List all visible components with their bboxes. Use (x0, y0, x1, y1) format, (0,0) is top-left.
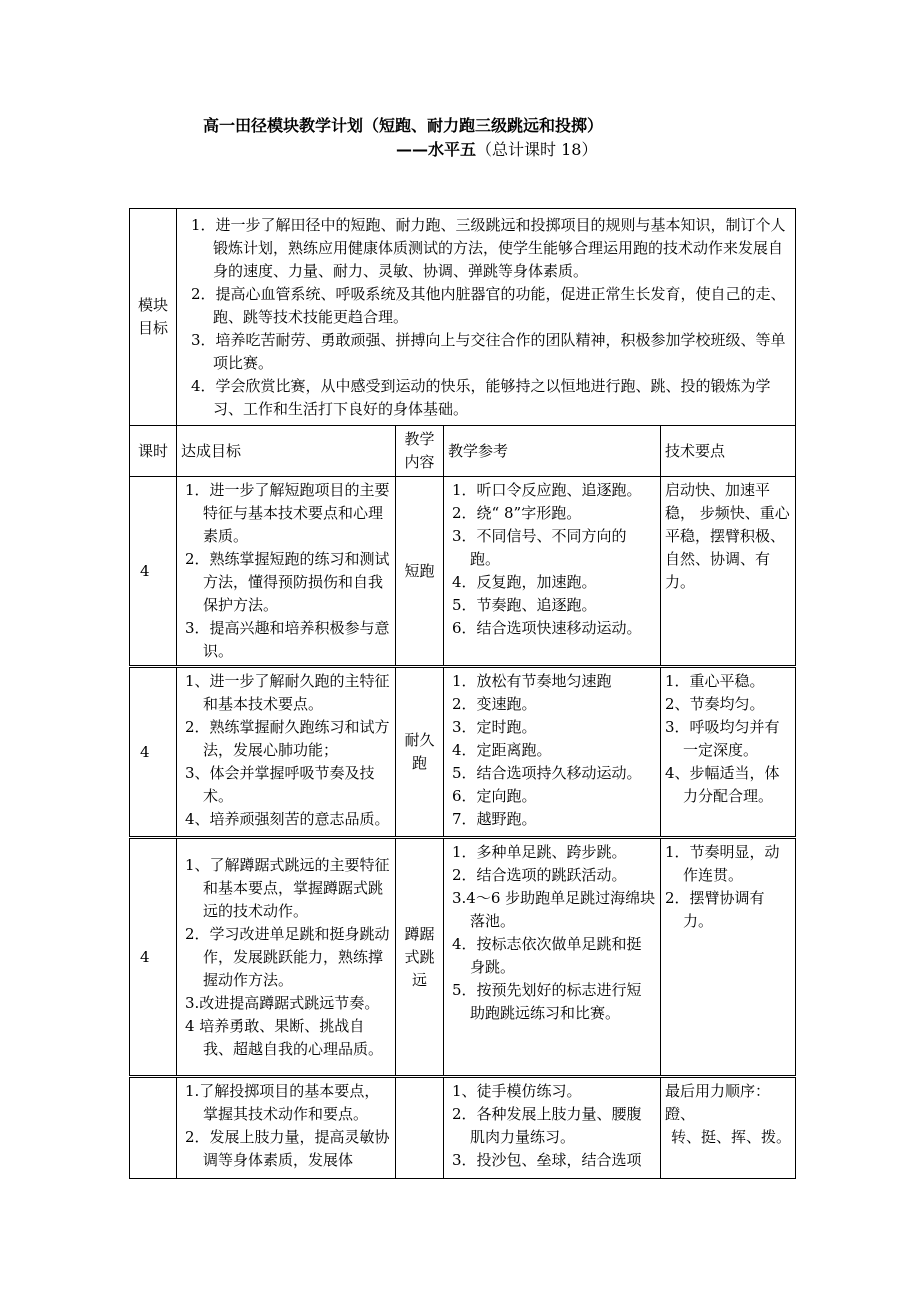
tech-item: 最后用力顺序：蹬、 (665, 1082, 771, 1123)
row-hours: 4 (130, 477, 177, 667)
reference-item: 3．不同信号、不同方向的跑。 (452, 527, 627, 568)
reference-item: 3.4～6 步助跑单足跳过海绵块落池。 (452, 889, 656, 930)
goal-item: 4、培养顽强刻苦的意志品质。 (185, 810, 390, 828)
goal-item: 3.改进提高蹲踞式跳远节奏。 (185, 993, 380, 1012)
objectives-label-line1: 模块 (137, 296, 168, 314)
goal-item: 3、体会并掌握呼吸节奏及技术。 (185, 764, 375, 805)
row-tech (661, 477, 796, 667)
row-goals (177, 1077, 396, 1179)
tech-item: 转、挺、挥、拨。 (670, 1128, 791, 1146)
row-goals (177, 477, 396, 667)
tech-item: 2．摆臂协调有力。 (665, 889, 765, 930)
goal-item: 3．提高兴趣和培养积极参与意识。 (185, 619, 390, 660)
goal-item: 2．学习改进单足跳和挺身跳动作，发展跳跃能力，熟练撑握动作方法。 (185, 924, 390, 989)
reference-item: 4．反复跑，加速跑。 (452, 573, 597, 591)
table-row (130, 1077, 796, 1179)
reference-item: 2．绕“ 8”字形跑。 (452, 504, 582, 522)
reference-item: 5．结合选项持久移动运动。 (452, 764, 642, 782)
tech-item: 2、节奏均匀。 (665, 695, 765, 713)
row-hours (130, 1077, 177, 1179)
header-goals: 达成目标 (177, 426, 396, 477)
reference-item: 5．按预先划好的标志进行短助跑跳远练习和比赛。 (452, 981, 642, 1022)
table-row (130, 477, 796, 667)
row-tech (661, 838, 796, 1077)
tech-item: 3．呼吸均匀并有一定深度。 (665, 718, 780, 759)
reference-item: 5．节奏跑、追逐跑。 (452, 596, 597, 614)
objectives-label (130, 209, 177, 426)
row-reference (444, 667, 661, 838)
page-title: 高一田径模块教学计划（短跑、耐力跑三级跳远和投掷） (203, 116, 604, 135)
reference-item: 2．结合选项的跳跃活动。 (452, 866, 627, 884)
reference-item: 6．定向跑。 (452, 787, 537, 805)
reference-item: 1．多种单足跳、跨步跳。 (452, 843, 627, 861)
table-row (130, 838, 796, 1077)
reference-item: 2．各种发展上肢力量、腰腹肌肉力量练习。 (452, 1105, 642, 1146)
goal-item: 2．发展上肢力量，提高灵敏协调等身体素质，发展体 (185, 1128, 390, 1169)
reference-item: 3．定时跑。 (452, 718, 537, 736)
objectives-row (130, 209, 796, 426)
objective-item: 1．进一步了解田径中的短跑、耐力跑、三级跳远和投掷项目的规则与基本知识，制订个人锻炼计划，熟练应用健康体质测试的方法，使学生能够合理运用跑的技术动作来发展自身的速度、力量、耐力、灵敏、协调、弹跳等身体素质。 (191, 215, 786, 280)
reference-item: 6．结合选项快速移动运动。 (452, 619, 642, 637)
header-content (396, 426, 444, 477)
reference-item: 4．定距离跑。 (452, 741, 552, 759)
row-hours: 4 (130, 667, 177, 838)
subtitle-level: ——水平五 (396, 140, 477, 159)
header-hours: 课时 (130, 426, 177, 477)
subtitle-hours: （总计课时 18） (476, 140, 598, 159)
goal-item: 2．熟练掌握耐久跑练习和试方法，发展心肺功能； (185, 718, 390, 759)
reference-item: 1．放松有节奏地匀速跑 (452, 672, 612, 690)
row-reference (444, 1077, 661, 1179)
reference-item: 1．听口令反应跑、追逐跑。 (452, 481, 642, 499)
tech-item: 启动快、加速平稳， 步频快、重心平稳，摆臂积极、自然、协调、有力。 (665, 481, 790, 591)
header-row (130, 426, 796, 477)
objective-item: 4．学会欣赏比赛，从中感受到运动的快乐，能够持之以恒地进行跑、跳、投的锻炼为学习、工作和生活打下良好的身体基础。 (191, 376, 771, 418)
goal-item: 1．进一步了解短跑项目的主要特征与基本技术要点和心理素质。 (185, 481, 390, 545)
row-tech (661, 1077, 796, 1179)
reference-item: 1、徒手模仿练习。 (452, 1082, 582, 1100)
row-goals (177, 838, 396, 1077)
row-content: 蹲踞式跳远 (396, 838, 444, 1077)
objective-item: 3．培养吃苦耐劳、勇敢顽强、拼搏向上与交往合作的团队精神，积极参加学校班级、等单项比赛。 (191, 330, 786, 372)
reference-item: 4．按标志依次做单足跳和挺身跳。 (452, 935, 642, 976)
goal-item: 1.了解投掷项目的基本要点，掌握其技术动作和要点。 (185, 1082, 380, 1123)
row-content: 短跑 (396, 477, 444, 667)
row-goals (177, 667, 396, 838)
objectives-cell (177, 209, 796, 426)
tech-item: 1．重心平稳。 (665, 672, 765, 690)
row-tech (661, 667, 796, 838)
objective-item: 2．提高心血管系统、呼吸系统及其他内脏器官的功能，促进正常生长发育，使自己的走、跑、跳等技术技能更趋合理。 (191, 284, 786, 326)
row-content: 耐久跑 (396, 667, 444, 838)
goal-item: 1、了解蹲踞式跳远的主要特征和基本要点，掌握蹲踞式跳远的技术动作。 (185, 855, 390, 920)
row-reference (444, 477, 661, 667)
page-subtitle (396, 137, 597, 160)
reference-item: 7．越野跑。 (452, 810, 537, 828)
row-content (396, 1077, 444, 1179)
row-hours: 4 (130, 838, 177, 1077)
goal-item: 1、进一步了解耐久跑的主特征和基本技术要点。 (185, 672, 390, 713)
header-content-line1: 教学 (404, 430, 435, 448)
tech-item: 1．节奏明显，动作连贯。 (665, 843, 780, 884)
goal-item: 2．熟练掌握短跑的练习和测试方法，懂得预防损伤和自我保护方法。 (185, 550, 390, 614)
reference-item: 2．变速跑。 (452, 695, 537, 713)
row-reference (444, 838, 661, 1077)
header-content-line2: 内容 (404, 453, 435, 471)
header-tech: 技术要点 (661, 426, 796, 477)
goal-item: 4 培养勇敢、果断、挑战自我、超越自我的心理品质。 (185, 1016, 384, 1058)
header-reference: 教学参考 (444, 426, 661, 477)
table-row (130, 667, 796, 838)
objectives-label-line2: 目标 (137, 319, 168, 337)
tech-item: 4、步幅适当，体力分配合理。 (665, 764, 780, 805)
reference-item: 3．投沙包、垒球，结合选项 (452, 1151, 642, 1169)
teaching-plan-table (129, 208, 796, 1179)
